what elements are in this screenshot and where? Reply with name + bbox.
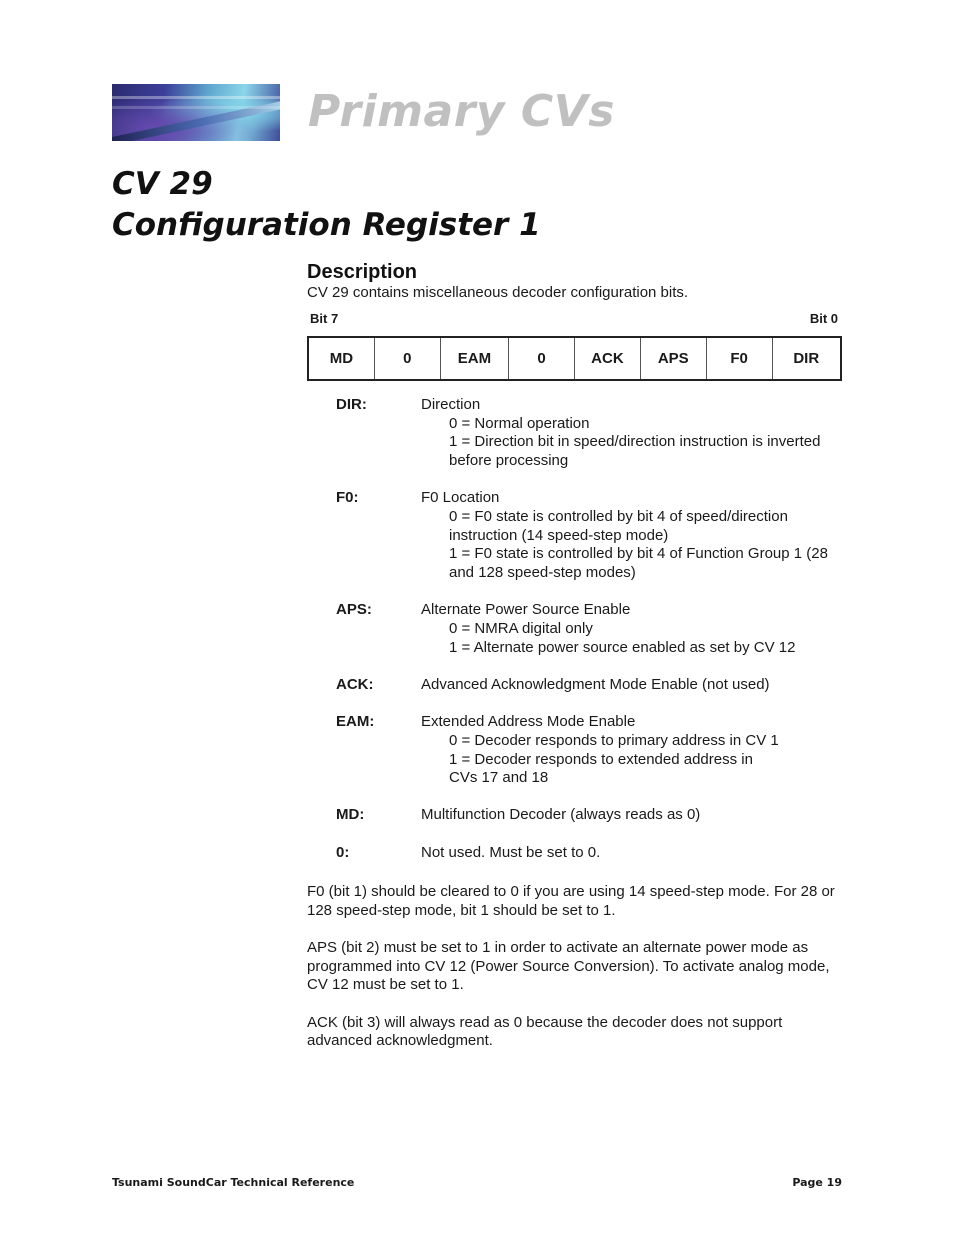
header-photo [112,84,280,141]
definition-term: EAM: [336,713,375,731]
definition-title: Direction [421,396,481,413]
definition-title: Extended Address Mode Enable [421,713,636,731]
definition-line: 1 = Decoder responds to extended address in CVs 17 and 18 [449,750,753,787]
definition-body [421,713,846,788]
definition-ack [336,676,846,695]
definition-line: 0 = Normal operation [449,414,590,432]
definition-title: F0 Location [421,489,500,507]
definition-term: F0: [336,489,359,507]
definition-aps [336,601,846,657]
note-paragraph: APS (bit 2) must be set to 1 in order to activate an alternate power mode as programmed into CV 12 (Power Source Conversion). To activate analog mode, CV 12 must be set to 1. [307,938,830,994]
page-number: Page 19 [792,1176,842,1189]
definition-body [421,601,846,657]
bit-cell-ack: ACK [575,338,641,379]
definition-title: Advanced Acknowledgment Mode Enable (not used) [421,675,770,693]
definition-body [421,489,846,583]
definition-body [421,844,846,863]
bit-cell-f0: F0 [707,338,773,379]
definition-body [421,676,846,695]
bit-cell-dir: DIR [793,350,820,367]
definition-term: ACK: [336,675,374,693]
definition-term: MD: [336,806,365,824]
section-title: Primary CVs [308,86,615,137]
bit-table [307,336,842,381]
bit-0-label: Bit 0 [809,311,838,326]
bit-cell-md: MD [309,338,375,379]
header-photo-stripe [112,96,280,99]
definition-line: 0 = NMRA digital only [449,620,593,638]
definition-body [421,806,846,825]
definition-term: 0: [336,843,350,861]
definition-term: DIR: [336,396,367,413]
bit-cell-aps: APS [641,338,707,379]
definition-title: Not used. Must be set to 0. [421,843,601,861]
definition-body [421,396,846,471]
description-text: CV 29 contains miscellaneous decoder configuration bits. [307,284,689,301]
definition-md [336,806,846,825]
bit-cell-zero: 0 [375,338,441,379]
note-paragraph: F0 (bit 1) should be cleared to 0 if you are using 14 speed-step mode. For 28 or 128 speed-step mode, bit 1 should be set to 1. [307,883,835,919]
header-photo-rail [112,97,280,141]
definition-term: APS: [336,601,372,619]
definition-line: 1 = Direction bit in speed/direction instruction is inverted before processing [449,433,821,470]
bit-cell-eam: EAM [441,338,509,379]
definition-title: Multifunction Decoder (always reads as 0) [421,806,701,824]
definition-eam [336,713,846,788]
cv-title-line1: CV 29 [112,166,213,202]
definition-f0 [336,489,846,583]
definition-line: 0 = F0 state is controlled by bit 4 of speed/direction instruction (14 speed-step mode) [449,508,788,544]
description-heading: Description [307,261,418,283]
definition-line: 1 = F0 state is controlled by bit 4 of Function Group 1 (28 and 128 speed-step modes) [449,545,828,582]
bit-cell-zero: 0 [509,338,575,379]
bit-definitions [336,396,846,881]
header-photo-stripe [112,106,280,109]
bit-7-label: Bit 7 [310,311,339,326]
notes [307,883,847,1069]
definition-line: 1 = Alternate power source enabled as set by CV 12 [449,638,796,656]
cv-title [112,164,541,246]
definition-title: Alternate Power Source Enable [421,601,631,619]
definition-dir [336,396,846,471]
definition-zero [336,844,846,863]
cv-title-line2: Configuration Register 1 [112,207,541,243]
definition-line: 0 = Decoder responds to primary address in CV 1 [449,731,779,749]
footer-title: Tsunami SoundCar Technical Reference [112,1176,355,1189]
note-paragraph: ACK (bit 3) will always read as 0 because the decoder does not support advanced acknowledgment. [307,1013,783,1050]
